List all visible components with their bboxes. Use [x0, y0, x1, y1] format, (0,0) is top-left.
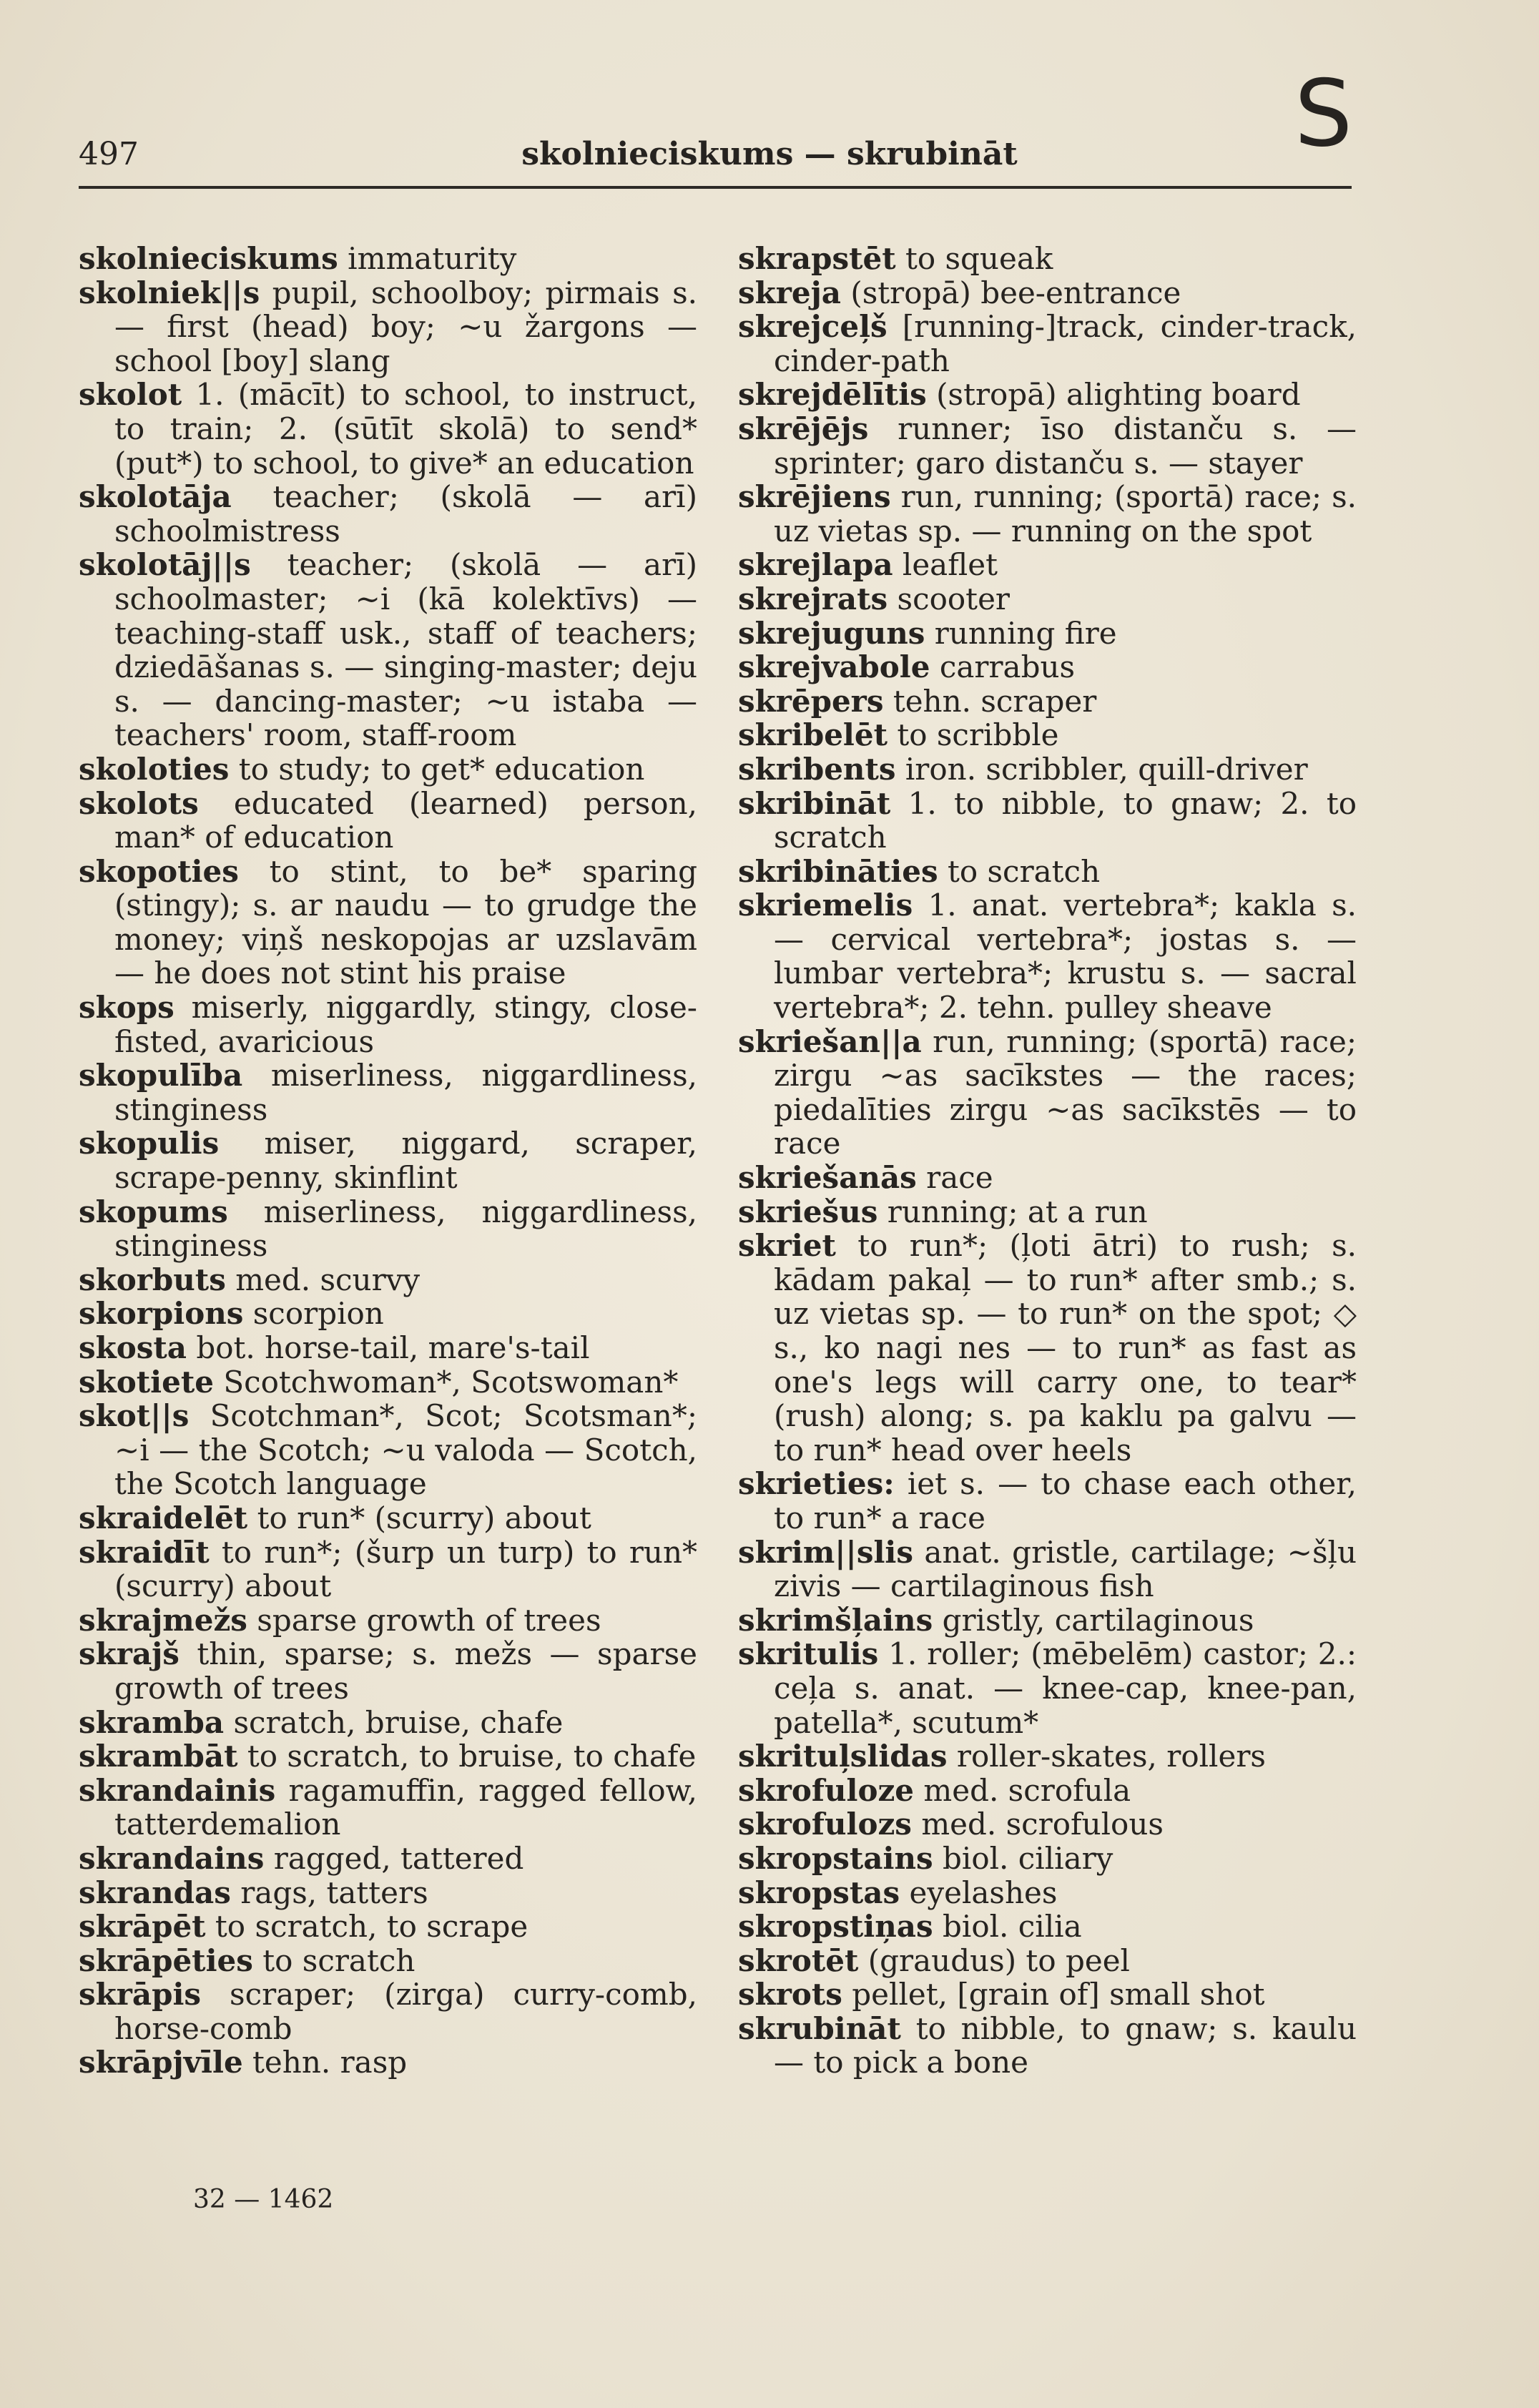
dictionary-entry	[738, 548, 1357, 582]
entry-headword: skotiete	[79, 1364, 214, 1400]
entry-headword: skopums	[79, 1194, 228, 1229]
entry-definition: med. scurvy	[225, 1262, 421, 1297]
entry-headword: skrejdēlītis	[738, 377, 927, 413]
entry-definition: to run* (scurry) about	[247, 1500, 591, 1535]
entry-definition: roller-skates, rollers	[947, 1739, 1266, 1774]
entry-definition: [running-]track, cinder-track, cinder-path	[774, 309, 1357, 378]
entry-headword: skribents	[738, 751, 896, 787]
entry-headword: skrējējs	[738, 411, 869, 446]
dictionary-entry	[79, 1706, 697, 1740]
entry-headword: skrieties:	[738, 1466, 895, 1502]
entry-headword: skreja	[738, 275, 842, 310]
entry-headword: skrejrats	[738, 581, 888, 616]
entry-headword: skrim||slis	[738, 1534, 914, 1570]
entry-headword: skolotāja	[79, 479, 232, 515]
dictionary-entry	[738, 378, 1357, 412]
dictionary-entry	[79, 2045, 697, 2080]
entry-definition: Scotchman*, Scot; Scotsman*; ~i — the Scotch; ~u valoda — Scotch, the Scotch language	[114, 1398, 697, 1502]
entry-headword: skrāpēt	[79, 1909, 206, 1945]
entry-definition: ragamuffin, ragged fellow, tatterdemalion	[114, 1772, 697, 1842]
entry-definition: leaflet	[893, 547, 998, 583]
dictionary-entry	[79, 1331, 697, 1365]
dictionary-entry	[738, 1739, 1357, 1774]
dictionary-entry	[738, 1229, 1357, 1467]
dictionary-entry	[738, 310, 1357, 378]
entry-headword: skolniek||s	[79, 275, 260, 310]
dictionary-entry	[79, 1842, 697, 1876]
entry-definition: gristly, cartilaginous	[933, 1602, 1254, 1638]
dictionary-entry	[79, 1535, 697, 1603]
dictionary-entry	[79, 1195, 697, 1263]
entry-definition: miserliness, niggardliness, stinginess	[114, 1194, 697, 1264]
entry-definition: to study; to get* education	[229, 751, 645, 787]
header-rule	[79, 186, 1352, 189]
dictionary-entry	[79, 378, 697, 480]
entry-definition: miserly, niggardly, stingy, close-fisted, avaricious	[114, 990, 697, 1059]
dictionary-entry	[738, 1025, 1357, 1161]
entry-headword: skrots	[738, 1977, 842, 2013]
entry-definition: tehn. rasp	[242, 2045, 408, 2080]
dictionary-entry	[738, 1637, 1357, 1739]
entry-headword: skolotāj||s	[79, 547, 251, 583]
entry-headword: skribelēt	[738, 717, 887, 753]
entry-definition: scraper; (zirga) curry-comb, horse-comb	[114, 1977, 697, 2046]
entry-headword: skropstas	[738, 1874, 900, 1910]
entry-headword: skrēpers	[738, 683, 884, 719]
dictionary-entry	[79, 1263, 697, 1297]
entry-definition: Scotchwoman*, Scotswoman*	[213, 1364, 679, 1400]
page-number: 497	[79, 136, 139, 172]
entry-definition: teacher; (skolā — arī) schoolmistress	[114, 479, 697, 549]
entry-headword: skrambāt	[79, 1739, 238, 1774]
entry-headword: skolot	[79, 377, 182, 413]
dictionary-entry	[738, 480, 1357, 548]
entry-headword: skrotēt	[738, 1942, 859, 1978]
entry-headword: skops	[79, 990, 174, 1026]
dictionary-entry	[79, 1739, 697, 1774]
left-column	[79, 242, 697, 2080]
dictionary-entry	[79, 1399, 697, 1501]
printer-signature: 32 — 1462	[193, 2185, 334, 2214]
entry-headword: skrubināt	[738, 2010, 901, 2046]
dictionary-entry	[79, 1876, 697, 1910]
entry-headword: skriešanās	[738, 1160, 917, 1196]
dictionary-entry	[738, 276, 1357, 310]
entry-definition: run, running; (sportā) race; zirgu ~as sacīkstes — the races; piedalīties zirgu ~as sacīkstēs — to race	[774, 1023, 1357, 1161]
dictionary-entry	[738, 412, 1357, 480]
dictionary-entry	[738, 1535, 1357, 1603]
entry-definition: ragged, tattered	[264, 1840, 524, 1876]
dictionary-entry	[738, 616, 1357, 651]
dictionary-entry	[79, 480, 697, 548]
entry-headword: skoloties	[79, 751, 230, 787]
dictionary-entry	[738, 1876, 1357, 1910]
entry-definition: bot. horse-tail, mare's-tail	[187, 1330, 590, 1365]
dictionary-entry	[738, 242, 1357, 276]
entry-definition: 1. to nibble, to gnaw; 2. to scratch	[774, 785, 1357, 855]
dictionary-entry	[738, 1195, 1357, 1229]
entry-definition: carrabus	[930, 649, 1076, 685]
entry-headword: skribināties	[738, 853, 938, 889]
dictionary-entry	[738, 1977, 1357, 2012]
dictionary-entry	[79, 1910, 697, 1944]
dictionary-entry	[79, 752, 697, 787]
entry-headword: skrajš	[79, 1636, 180, 1672]
entry-definition: 1. (mācīt) to school, to instruct, to train; 2. (sūtīt skolā) to send* (put*) to school, to give* an education	[114, 377, 697, 481]
entry-headword: skrandas	[79, 1874, 231, 1910]
entry-definition: to scribble	[887, 717, 1059, 753]
entry-headword: skrofulozs	[738, 1807, 912, 1842]
entry-definition: (stropā) alighting board	[926, 377, 1301, 413]
dictionary-entry	[79, 1365, 697, 1400]
entry-definition: med. scrofulous	[911, 1807, 1164, 1842]
right-column	[738, 242, 1357, 2080]
entry-definition: scratch, bruise, chafe	[224, 1704, 564, 1740]
entry-definition: tehn. scraper	[883, 683, 1097, 719]
entry-definition: pellet, [grain of] small shot	[842, 1977, 1265, 2013]
dictionary-entry	[738, 718, 1357, 752]
entry-definition: to scratch	[938, 853, 1101, 889]
dictionary-entry	[79, 1126, 697, 1194]
entry-headword: skrāpjvīle	[79, 2045, 243, 2080]
dictionary-entry	[79, 1944, 697, 1978]
dictionary-entry	[738, 855, 1357, 889]
entry-headword: skrituļslidas	[738, 1739, 948, 1774]
entry-headword: skosta	[79, 1330, 187, 1365]
entry-definition: miser, niggard, scraper, scrape-penny, skinflint	[114, 1126, 697, 1196]
entry-headword: skrējiens	[738, 479, 891, 515]
entry-definition: pupil, schoolboy; pirmais s. — first (head) boy; ~u žargons — school [boy] slang	[114, 275, 697, 378]
dictionary-entry	[738, 752, 1357, 787]
dictionary-entry	[738, 1807, 1357, 1842]
entry-definition: runner; īso distanču s. — sprinter; garo distanču s. — stayer	[774, 411, 1357, 481]
entry-headword: skrejvabole	[738, 649, 930, 685]
entry-definition: running fire	[925, 615, 1117, 651]
dictionary-entry	[79, 787, 697, 855]
entry-headword: skopoties	[79, 853, 239, 889]
entry-headword: skraidīt	[79, 1534, 210, 1570]
entry-definition: scorpion	[243, 1296, 384, 1332]
entry-headword: skropstiņas	[738, 1909, 933, 1945]
entry-definition: iet s. — to chase each other, to run* a race	[774, 1466, 1357, 1535]
entry-definition: 1. anat. vertebra*; kakla s. — cervical vertebra*; jostas s. — lumbar vertebra*; krustu s. — sacral vertebra*; 2. tehn. pulley sheave	[774, 888, 1357, 1026]
entry-definition: thin, sparse; s. mežs — sparse growth of trees	[114, 1636, 697, 1706]
entry-headword: skrāpēties	[79, 1942, 253, 1978]
dictionary-entry	[738, 1910, 1357, 1944]
entry-definition: to squeak	[895, 241, 1053, 276]
dictionary-entry	[738, 582, 1357, 616]
entry-definition: immaturity	[338, 241, 517, 276]
entry-definition: to nibble, to gnaw; s. kaulu — to pick a bone	[774, 2010, 1357, 2080]
entry-definition: to scratch, to bruise, to chafe	[237, 1739, 697, 1774]
entry-definition: (stropā) bee-entrance	[841, 275, 1181, 310]
entry-headword: skot||s	[79, 1398, 190, 1434]
dictionary-entry	[738, 1774, 1357, 1808]
dictionary-entry	[79, 1297, 697, 1331]
entry-headword: skolots	[79, 785, 199, 821]
entry-headword: skriešan||a	[738, 1023, 922, 1059]
entry-headword: skrejceļš	[738, 309, 887, 345]
entry-definition: teacher; (skolā — arī) schoolmaster; ~i (kā kolektīvs) — teaching-staff usk., staff of teachers; dziedāšanas s. — singing-master; deju s. — dancing-master; ~u istaba — teachers' room, staff-room	[114, 547, 697, 753]
entry-definition: med. scrofula	[914, 1772, 1131, 1808]
dictionary-entry	[79, 276, 697, 378]
entry-headword: skriešus	[738, 1194, 878, 1229]
entry-headword: skrandains	[79, 1840, 265, 1876]
entry-headword: skribināt	[738, 785, 891, 821]
entry-headword: skrapstēt	[738, 241, 896, 276]
running-head: skolnieciskums — skrubināt	[521, 136, 1018, 172]
entry-definition: iron. scribbler, quill-driver	[895, 751, 1308, 787]
entry-definition: to scratch	[252, 1942, 416, 1978]
entry-definition: to run*; (šurp un turp) to run* (scurry) about	[114, 1534, 697, 1604]
entry-headword: skrāpis	[79, 1977, 202, 2013]
entry-definition: eyelashes	[900, 1874, 1058, 1910]
dictionary-entry	[79, 1501, 697, 1535]
entry-definition: scooter	[887, 581, 1010, 616]
entry-headword: skolnieciskums	[79, 241, 338, 276]
entry-definition: race	[916, 1160, 993, 1196]
entry-definition: miserliness, niggardliness, stinginess	[114, 1058, 697, 1127]
dictionary-entry	[738, 2012, 1357, 2080]
dictionary-entry	[79, 1058, 697, 1126]
entry-headword: skrejlapa	[738, 547, 893, 583]
entry-definition: biol. cilia	[933, 1909, 1082, 1945]
dictionary-entry	[79, 1977, 697, 2045]
entry-headword: skritulis	[738, 1636, 879, 1672]
section-letter: S	[1294, 61, 1353, 167]
entry-definition: to run*; (ļoti ātri) to rush; s. kādam pakaļ — to run* after smb.; s. uz vietas sp. — to run* on the spot; ◇ s., ko nagi nes — to run* as fast as one's legs will carry one, to tear* (rush) along; s. pa kaklu pa galvu — to run* head over heels	[774, 1228, 1357, 1468]
entry-definition: running; at a run	[877, 1194, 1148, 1229]
entry-definition: 1. roller; (mēbelēm) castor; 2.: ceļa s. anat. — knee-cap, knee-pan, patella*, scutum*	[774, 1636, 1357, 1740]
dictionary-entry	[79, 548, 697, 752]
dictionary-entry	[79, 991, 697, 1058]
entry-headword: skriemelis	[738, 888, 913, 923]
entry-definition: to scratch, to scrape	[205, 1909, 528, 1945]
entry-definition: biol. ciliary	[933, 1840, 1113, 1876]
entry-headword: skorbuts	[79, 1262, 226, 1297]
entry-definition: to stint, to be* sparing (stingy); s. ar naudu — to grudge the money; viņš neskopojas ar uzslavām — he does not stint his praise	[114, 853, 697, 991]
dictionary-entry	[738, 1944, 1357, 1978]
dictionary-entry	[738, 1467, 1357, 1535]
entry-definition: rags, tatters	[230, 1874, 428, 1910]
dictionary-entry	[738, 650, 1357, 684]
entry-headword: skraidelēt	[79, 1500, 248, 1535]
dictionary-entry	[79, 855, 697, 991]
dictionary-entry	[738, 684, 1357, 719]
entry-headword: skropstains	[738, 1840, 933, 1876]
dictionary-entry	[79, 1637, 697, 1705]
entry-headword: skrejuguns	[738, 615, 925, 651]
entry-headword: skopulis	[79, 1126, 220, 1161]
entry-headword: skramba	[79, 1704, 225, 1740]
dictionary-entry	[738, 888, 1357, 1024]
entry-headword: skrandainis	[79, 1772, 276, 1808]
dictionary-entry	[738, 1842, 1357, 1876]
entry-headword: skriet	[738, 1228, 836, 1264]
entry-headword: skrimšļains	[738, 1602, 933, 1638]
entry-definition: anat. gristle, cartilage; ~šļu zivis — cartilaginous fish	[774, 1534, 1357, 1604]
dictionary-entry	[738, 787, 1357, 855]
dictionary-entry	[79, 242, 697, 276]
entry-definition: educated (learned) person, man* of education	[114, 785, 697, 855]
entry-headword: skrajmežs	[79, 1602, 247, 1638]
dictionary-entry	[738, 1161, 1357, 1195]
dictionary-entry	[79, 1774, 697, 1842]
dictionary-entry	[738, 1603, 1357, 1638]
dictionary-entry	[79, 1603, 697, 1638]
entry-headword: skrofuloze	[738, 1772, 915, 1808]
entry-headword: skopulība	[79, 1058, 243, 1094]
entry-definition: run, running; (sportā) race; s. uz vietas sp. — running on the spot	[774, 479, 1357, 549]
entry-definition: sparse growth of trees	[247, 1602, 601, 1638]
entry-definition: (graudus) to peel	[858, 1942, 1130, 1978]
entry-headword: skorpions	[79, 1296, 244, 1332]
